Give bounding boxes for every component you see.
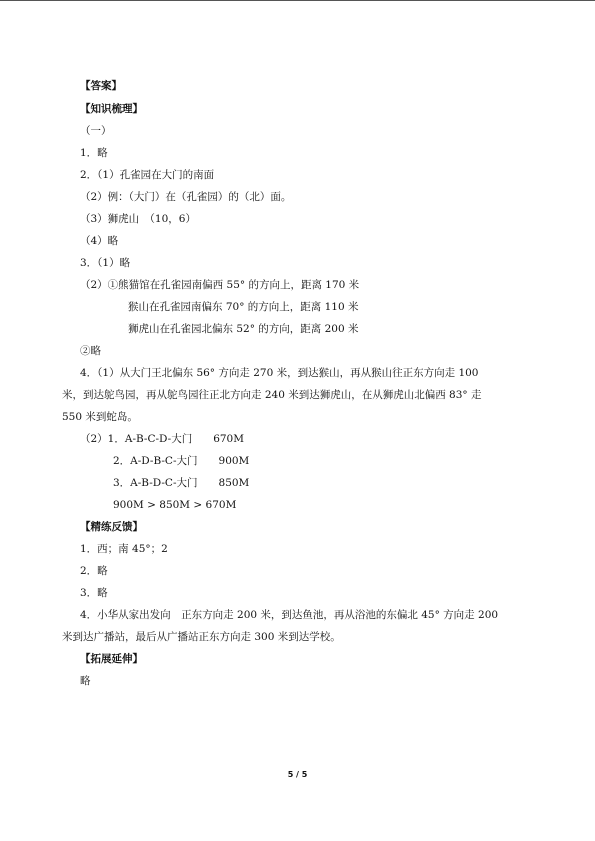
page-number: 5 / 5 — [287, 770, 308, 779]
text-line: 4．小华从家出发向 正东方向走 200 米，到达鱼池，再从浴池的东偏北 45° 方向走 200 — [80, 609, 499, 621]
text-line: 1．西；南 45°；2 — [80, 543, 168, 555]
text-line: 3．略 — [80, 587, 108, 599]
text-line: 2．A-D-B-C-大门 900M — [113, 455, 250, 467]
section-heading-extend: 【拓展延伸】 — [80, 653, 143, 665]
section-heading-knowledge: 【知识梳理】 — [80, 103, 143, 115]
text-line: 米到达广播站，最后从广播站正东方向走 300 米到达学校。 — [62, 631, 341, 643]
section-heading-practice: 【精练反馈】 — [80, 521, 143, 533]
text-line: 3．（1）略 — [80, 257, 131, 269]
text-line: ②略 — [80, 345, 101, 357]
text-line: （2）1．A-B-C-D-大门 670M — [80, 433, 244, 445]
text-line: 1．略 — [80, 147, 108, 159]
text-line: （3）狮虎山 （10，6） — [80, 213, 196, 225]
text-line: （一） — [80, 125, 112, 137]
text-line: （2）①熊猫馆在孔雀园南偏西 55° 的方向上，距离 170 米 — [80, 279, 360, 291]
text-line: 米，到达鸵鸟园，再从鸵鸟园往正北方向走 240 米到达狮虎山，在从狮虎山北偏西 83° 走 — [62, 389, 482, 401]
text-line: 狮虎山在孔雀园北偏东 52° 的方向，距离 200 米 — [128, 323, 359, 335]
text-line: 略 — [80, 675, 91, 687]
text-line: 2．（1）孔雀园在大门的南面 — [80, 169, 215, 181]
text-line: 550 米到蛇岛。 — [62, 411, 138, 423]
section-heading-answer: 【答案】 — [80, 80, 122, 92]
text-line: 4．（1）从大门王北偏东 56° 方向走 270 米，到达猴山，再从猴山往正东方向走 100 — [80, 367, 479, 379]
text-line: 猴山在孔雀园南偏东 70° 的方向上，距离 110 米 — [128, 301, 359, 313]
text-line: （4）略 — [80, 235, 119, 247]
text-line: 3．A-B-D-C-大门 850M — [113, 477, 250, 489]
text-line: 900M > 850M > 670M — [113, 499, 237, 511]
text-line: 2．略 — [80, 565, 108, 577]
text-line: （2）例：（大门）在（孔雀园）的（北）面。 — [80, 191, 292, 203]
